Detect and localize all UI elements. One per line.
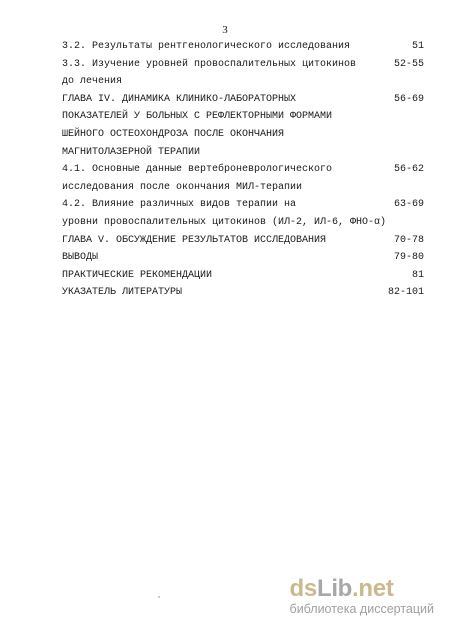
logo-ds: ds xyxy=(289,575,317,602)
toc-entry-page: 82-101 xyxy=(387,287,424,299)
toc-entry-text: исследования после окончания МИЛ-терапии xyxy=(62,181,303,193)
toc-row xyxy=(62,196,424,214)
watermark-caption: библиотека диссертаций xyxy=(289,602,434,616)
toc-row xyxy=(62,179,424,197)
toc-entry-text: ПРАКТИЧЕСКИЕ РЕКОМЕНДАЦИИ xyxy=(62,269,213,281)
toc-entry-text: 4.1. Основные данные вертеброневрологического xyxy=(62,164,333,176)
toc-entry-page: 56-62 xyxy=(393,164,424,176)
toc-entry-page: 70-78 xyxy=(393,234,424,246)
scan-speck xyxy=(158,596,160,598)
logo-lib: Lib xyxy=(316,575,353,602)
toc-entry-page: 63-69 xyxy=(393,199,424,211)
toc-entry-page: 79-80 xyxy=(393,252,424,264)
toc-entry-page: 52-55 xyxy=(393,58,424,70)
table-of-contents xyxy=(62,38,424,302)
toc-entry-text: 3.2. Результаты рентгенологического исследования xyxy=(62,41,351,52)
toc-entry-text: УКАЗАТЕЛЬ ЛИТЕРАТУРЫ xyxy=(62,287,183,299)
toc-row xyxy=(62,91,424,109)
toc-row xyxy=(62,126,424,144)
page-number: 3 xyxy=(222,24,228,36)
toc-row xyxy=(62,249,424,267)
toc-entry-text: 4.2. Влияние различных видов терапии на xyxy=(62,199,297,211)
toc-entry-page: 81 xyxy=(411,269,424,281)
toc-row xyxy=(62,144,424,162)
toc-entry-page: 56-69 xyxy=(393,93,424,105)
toc-entry-text: ГЛАВА IV. ДИНАМИКА КЛИНИКО-ЛАБОРАТОРНЫХ xyxy=(62,93,297,105)
toc-row xyxy=(62,284,424,302)
toc-row xyxy=(62,161,424,179)
toc-entry-text: 3.3. Изучение уровней провоспалительных цитокинов xyxy=(62,58,357,70)
watermark xyxy=(290,577,434,616)
toc-entry-page: 51 xyxy=(411,41,424,52)
toc-row xyxy=(62,267,424,285)
toc-entry-text: МАГНИТОЛАЗЕРНОЙ ТЕРАПИИ xyxy=(62,146,201,158)
toc-entry-text: ШЕЙНОГО ОСТЕОХОНДРОЗА ПОСЛЕ ОКОНЧАНИЯ xyxy=(62,128,285,140)
watermark-logo xyxy=(290,577,434,601)
toc-row xyxy=(62,214,424,232)
toc-entry-text: ПОКАЗАТЕЛЕЙ У БОЛЬНЫХ С РЕФЛЕКТОРНЫМИ ФОРМАМИ xyxy=(62,111,333,123)
toc-row xyxy=(62,232,424,250)
toc-entry-text: уровни провоспалительных цитокинов (ИЛ-2, ИЛ-6, ФНО-α) xyxy=(62,216,387,228)
toc-entry-text: ГЛАВА V. ОБСУЖДЕНИЕ РЕЗУЛЬТАТОВ ИССЛЕДОВАНИЯ xyxy=(62,234,327,246)
toc-row xyxy=(62,73,424,91)
logo-net: .net xyxy=(352,575,394,602)
toc-row xyxy=(62,108,424,126)
toc-entry-text: ВЫВОДЫ xyxy=(62,252,99,264)
toc-row xyxy=(62,38,424,56)
toc-row xyxy=(62,56,424,74)
toc-entry-text: до лечения xyxy=(62,76,123,88)
